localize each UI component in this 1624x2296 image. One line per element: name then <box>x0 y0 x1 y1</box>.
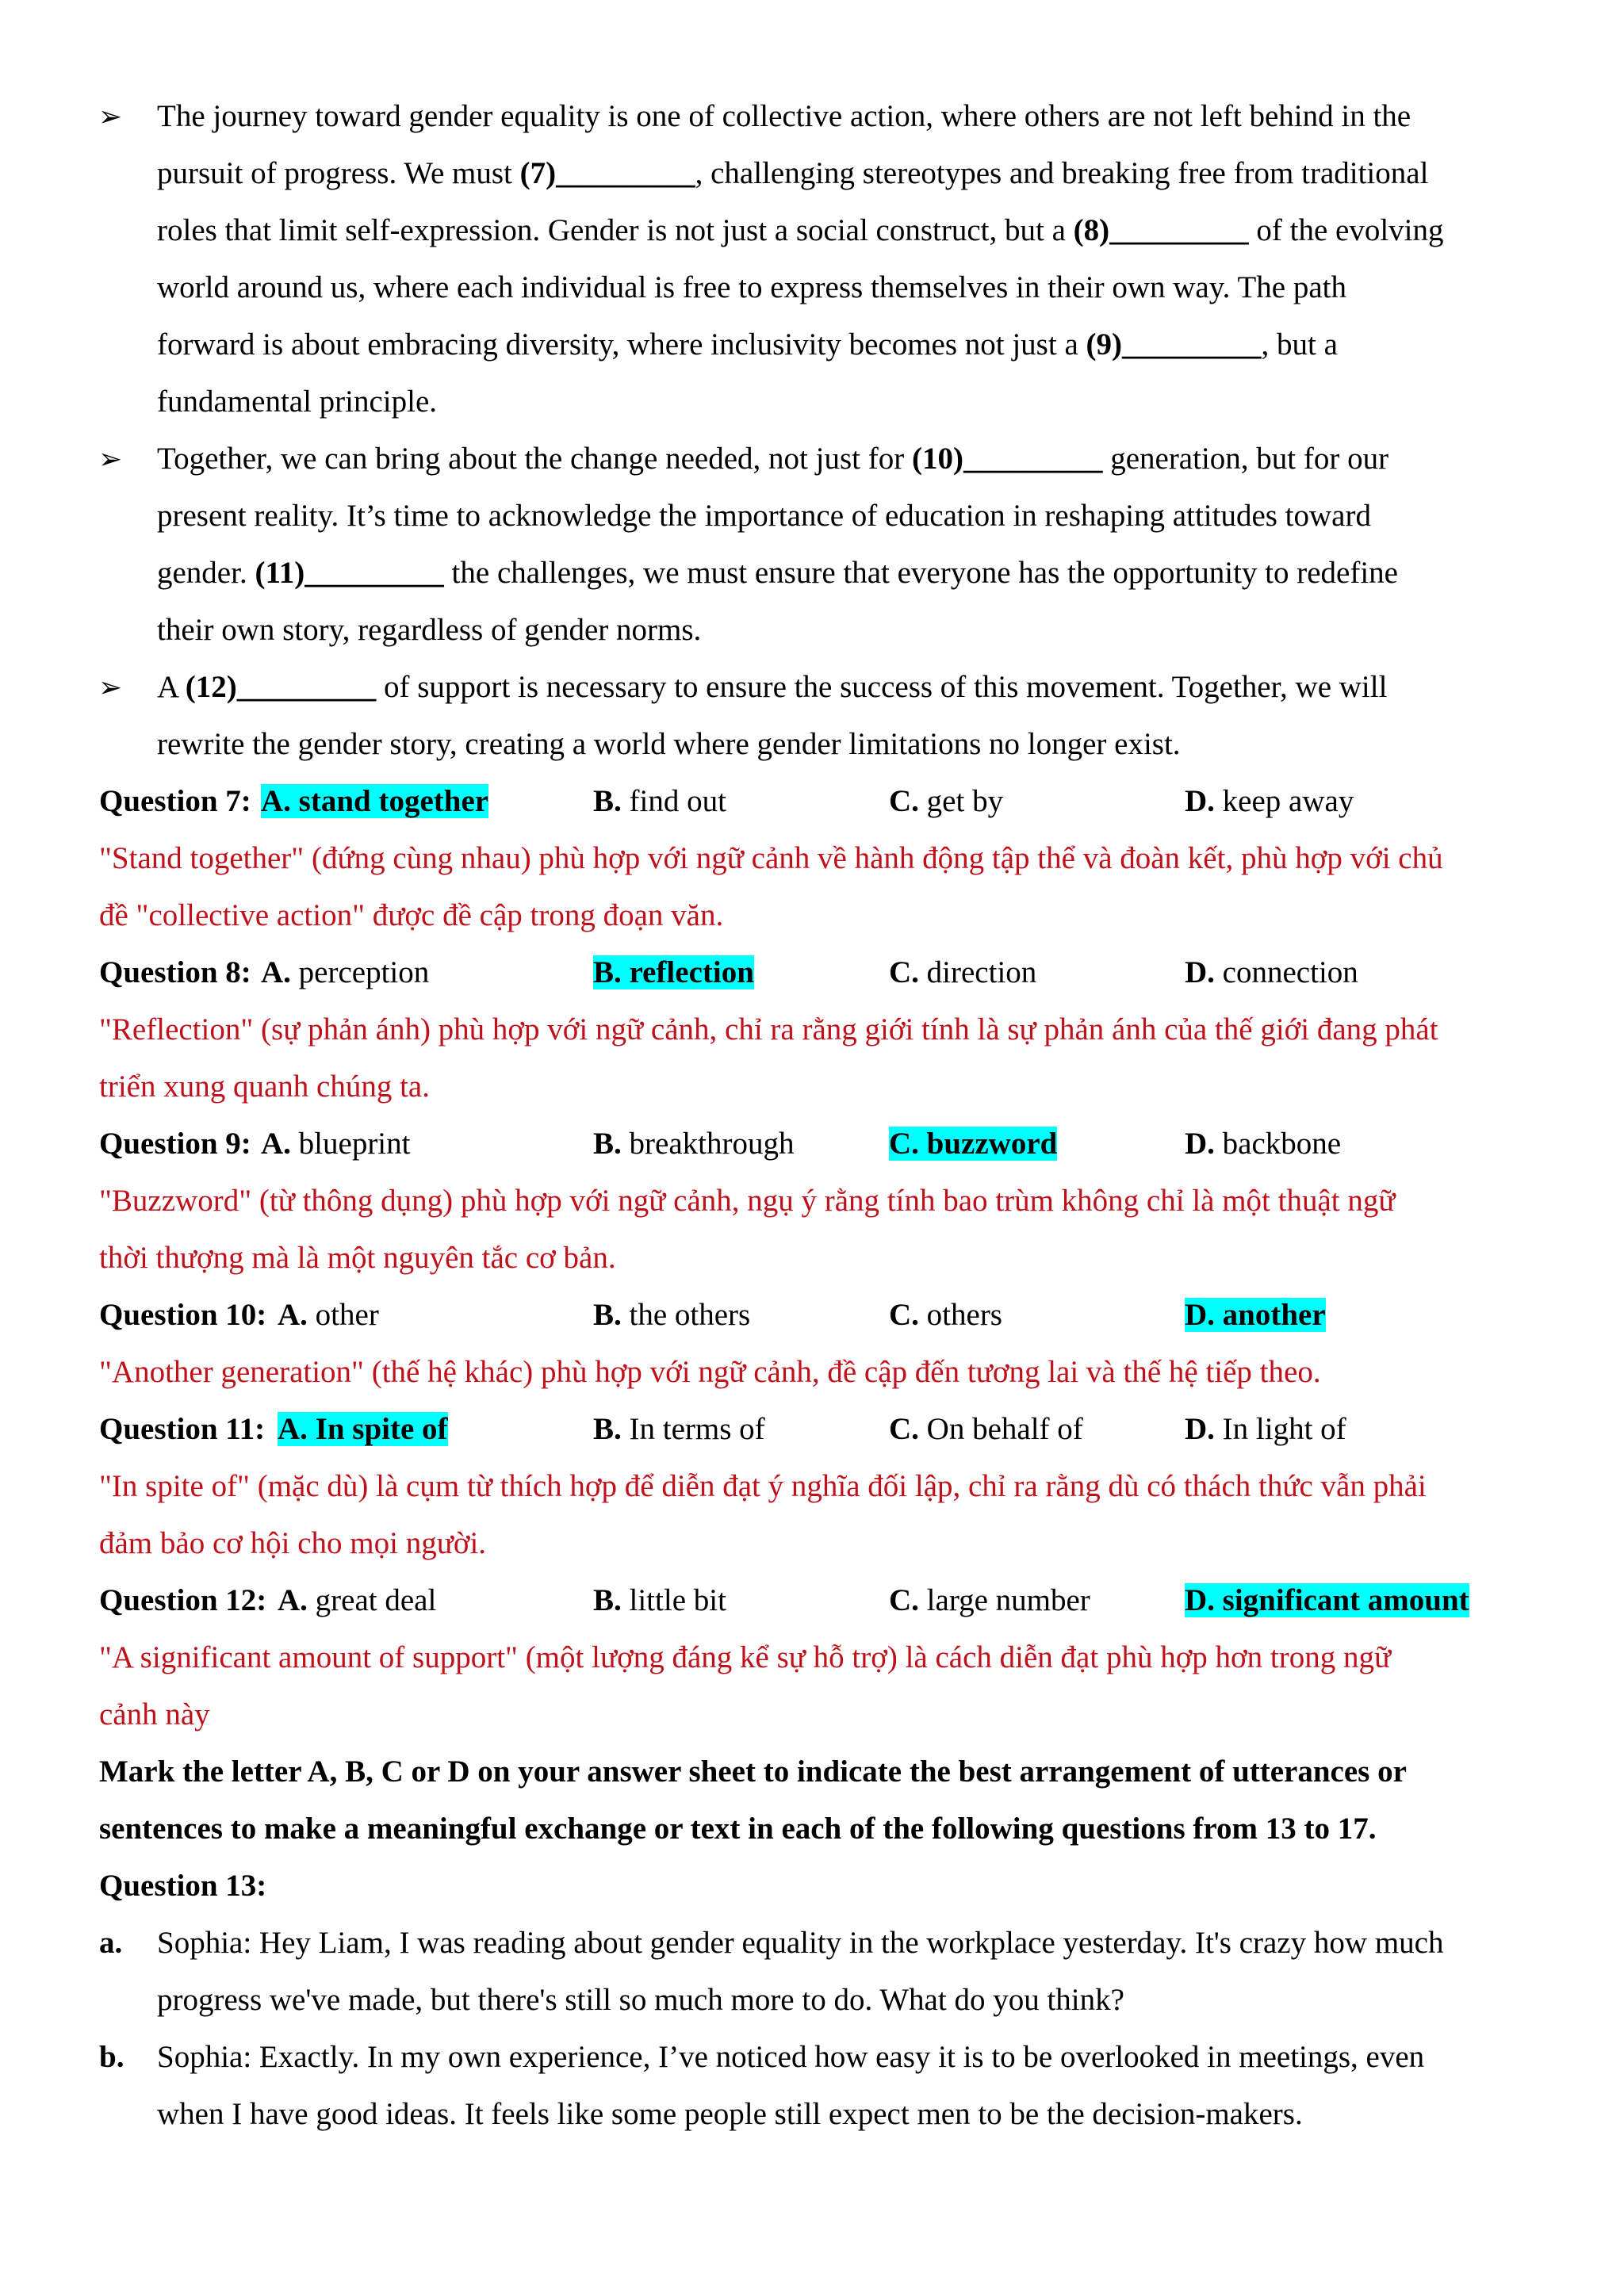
option-c: C. get by <box>889 784 1004 818</box>
option-d: D. backbone <box>1185 1127 1342 1161</box>
dialogue-line: progress we've made, but there's still so much more to do. What do you think? <box>157 1983 1124 2017</box>
option-d: D. keep away <box>1185 784 1354 818</box>
bullet-arrow-icon: ➢ <box>98 672 123 703</box>
explanation-line: "Buzzword" (từ thông dụng) phù hợp với ngữ cảnh, ngụ ý rằng tính bao trùm không chỉ là một thuật ngữ <box>99 1184 1396 1218</box>
dialogue-line: Sophia: Exactly. In my own experience, I’ve noticed how easy it is to be overlooked in meetings, even <box>157 2040 1425 2074</box>
passage-line: gender. (11)_________ the challenges, we must ensure that everyone has the opportunity to redefine <box>157 556 1398 590</box>
explanation-line: đảm bảo cơ hội cho mọi người. <box>99 1526 487 1560</box>
explanation-line: "Reflection" (sự phản ánh) phù hợp với ngữ cảnh, chỉ ra rằng giới tính là sự phản ánh của thế giới đang phát <box>99 1012 1438 1047</box>
explanation-line: cảnh này <box>99 1697 210 1732</box>
explanation-line: "A significant amount of support" (một lượng đáng kể sự hỗ trợ) là cách diễn đạt phù hợp hơn trong ngữ <box>99 1640 1392 1674</box>
passage-line: forward is about embracing diversity, where inclusivity becomes not just a (9)_________, but a <box>157 327 1338 362</box>
question-label: Question 12: <box>99 1583 267 1617</box>
blank-11: (11)_________ <box>255 556 444 590</box>
question-label: Question 10: <box>99 1298 267 1332</box>
passage-line: their own story, regardless of gender norms. <box>157 613 702 647</box>
explanation-line: "In spite of" (mặc dù) là cụm từ thích hợp để diễn đạt ý nghĩa đối lập, chỉ ra rằng dù có thách thức vẫn phải <box>99 1469 1427 1503</box>
option-c: C. On behalf of <box>889 1412 1083 1446</box>
dialogue-line: Sophia: Hey Liam, I was reading about gender equality in the workplace yesterday. It's crazy how much <box>157 1926 1444 1960</box>
question-label: Question 8: <box>99 955 251 989</box>
blank-8: (8)_________ <box>1073 213 1249 247</box>
blank-10: (10)_________ <box>911 442 1103 476</box>
option-d: D. In light of <box>1185 1412 1346 1446</box>
question-label: Question 11: <box>99 1412 266 1446</box>
passage-line: Together, we can bring about the change needed, not just for (10)_________ generation, but for our <box>157 442 1389 476</box>
option-a: A. great deal <box>278 1583 437 1617</box>
bullet-arrow-icon: ➢ <box>98 443 123 475</box>
passage-line: present reality. It’s time to acknowledge the importance of education in reshaping attitudes toward <box>157 499 1371 533</box>
blank-12: (12)_________ <box>185 670 377 704</box>
passage-line: The journey toward gender equality is one of collective action, where others are not left behind in the <box>157 99 1411 133</box>
option-a: A. stand together <box>261 784 489 818</box>
blank-9: (9)_________ <box>1086 327 1262 362</box>
option-d: D. connection <box>1185 955 1358 989</box>
explanation-line: "Stand together" (đứng cùng nhau) phù hợp với ngữ cảnh về hành động tập thể và đoàn kết, phù hợp với chủ <box>99 841 1443 875</box>
option-c: C. direction <box>889 955 1037 989</box>
question-label: Question 9: <box>99 1127 251 1161</box>
explanation-line: thời thượng mà là một nguyên tắc cơ bản. <box>99 1241 616 1275</box>
instruction-line: sentences to make a meaningful exchange or text in each of the following questions from 13 to 17. <box>99 1812 1377 1846</box>
option-c: C. large number <box>889 1583 1090 1617</box>
item-letter: b. <box>99 2040 124 2074</box>
passage-line: roles that limit self-expression. Gender is not just a social construct, but a (8)_________ of the evolving <box>157 213 1444 247</box>
question-label: Question 7: <box>99 784 251 818</box>
explanation-line: đề "collective action" được đề cập trong đoạn văn. <box>99 898 724 932</box>
passage-line: rewrite the gender story, creating a world where gender limitations no longer exist. <box>157 727 1181 761</box>
option-b: B. find out <box>593 784 726 818</box>
explanation-line: triển xung quanh chúng ta. <box>99 1070 430 1104</box>
blank-7: (7)_________ <box>519 156 695 190</box>
option-a: A. other <box>278 1298 379 1332</box>
passage-line: pursuit of progress. We must (7)_________, challenging stereotypes and breaking free from traditional <box>157 156 1429 190</box>
option-a: A. blueprint <box>261 1127 411 1161</box>
option-b: B. breakthrough <box>593 1127 795 1161</box>
question-label: Question 13: <box>99 1869 267 1903</box>
option-c: C. buzzword <box>889 1127 1058 1161</box>
explanation-line: "Another generation" (thế hệ khác) phù hợp với ngữ cảnh, đề cập đến tương lai và thế hệ tiếp theo. <box>99 1355 1321 1389</box>
option-c: C. others <box>889 1298 1002 1332</box>
option-a: A. In spite of <box>278 1412 448 1446</box>
dialogue-line: when I have good ideas. It feels like some people still expect men to be the decision-makers. <box>157 2097 1303 2131</box>
option-d: D. another <box>1185 1298 1326 1332</box>
option-b: B. In terms of <box>593 1412 765 1446</box>
option-d: D. significant amount <box>1185 1583 1469 1617</box>
item-letter: a. <box>99 1926 123 1960</box>
option-b: B. the others <box>593 1298 751 1332</box>
option-a: A. perception <box>261 955 430 989</box>
passage-line: fundamental principle. <box>157 385 438 419</box>
passage-line: world around us, where each individual is free to express themselves in their own way. The path <box>157 270 1346 304</box>
passage-line: A (12)_________ of support is necessary to ensure the success of this movement. Together, we will <box>157 670 1388 704</box>
option-b: B. reflection <box>593 955 754 989</box>
bullet-arrow-icon: ➢ <box>98 101 123 132</box>
option-b: B. little bit <box>593 1583 726 1617</box>
instruction-line: Mark the letter A, B, C or D on your answer sheet to indicate the best arrangement of utterances or <box>99 1755 1407 1789</box>
